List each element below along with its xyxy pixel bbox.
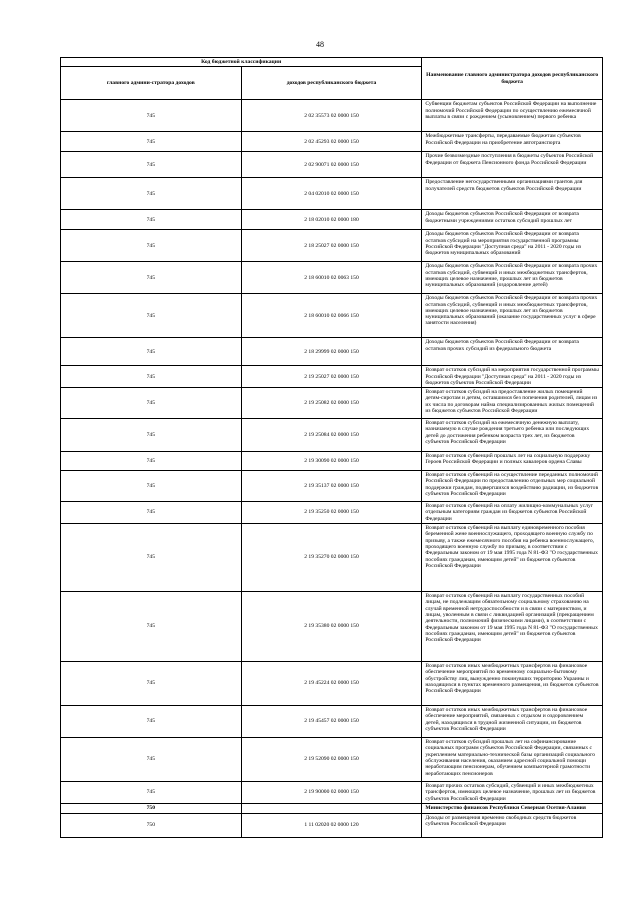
income-name-cell: Министерство финансов Республики Северная Осетия-Алания xyxy=(422,803,603,813)
income-code-cell: 2 04 02010 02 0000 150 xyxy=(241,178,422,210)
admin-code-cell: 745 xyxy=(61,294,242,338)
income-name-cell: Возврат остатков субвенций на оплату жилищно-коммунальных услуг отдельным категориям граждан из бюджетов субъектов Российской Федерации xyxy=(422,502,603,524)
table-row xyxy=(61,452,603,471)
page-number: 48 xyxy=(316,40,324,49)
admin-code-cell: 745 xyxy=(61,452,242,471)
table-row xyxy=(61,152,603,178)
income-code-cell: 2 02 45293 02 0000 150 xyxy=(241,132,422,152)
admin-code-cell: 745 xyxy=(61,782,242,804)
admin-code-cell: 745 xyxy=(61,388,242,419)
table-row xyxy=(61,262,603,294)
table-row xyxy=(61,230,603,262)
income-name-cell: Доходы бюджетов субъектов Российской Федерации от возврата остатков субсидий на мероприятия государственной программы Российской Федерации "Доступная среда" на 2011 - 2020 годы из бюджетов муниципальных образований xyxy=(422,230,603,262)
admin-code-cell: 745 xyxy=(61,338,242,366)
admin-code-cell: 745 xyxy=(61,366,242,388)
income-name-cell: Субвенции бюджетам субъектов Российской Федерации на выполнение полномочий Российской Федерации по осуществлению ежемесячной выплаты в связи с рождением (усыновлением) первого ребенка xyxy=(422,100,603,132)
table-row xyxy=(61,471,603,502)
table-row xyxy=(61,662,603,706)
income-code-cell: 2 18 02010 02 0000 180 xyxy=(241,210,422,230)
income-code-cell xyxy=(241,803,422,813)
income-code-cell: 2 18 60010 02 0063 150 xyxy=(241,262,422,294)
income-code-cell: 2 02 90071 02 0000 150 xyxy=(241,152,422,178)
admin-code-cell: 745 xyxy=(61,419,242,452)
income-code-cell: 2 19 52090 02 0000 150 xyxy=(241,738,422,782)
income-name-cell: Возврат остатков иных межбюджетных трансфертов на финансовое обеспечение мероприятий, связанных с отдыхом и оздоровлением детей, находящихся в трудной жизненной ситуации, из бюджетов субъектов Российской Федерации xyxy=(422,706,603,738)
income-code-cell: 2 18 29999 02 0000 150 xyxy=(241,338,422,366)
name-column-header: Наименование главного администратора доходов республиканского бюджета xyxy=(422,58,603,100)
admin-code-cell: 745 xyxy=(61,706,242,738)
income-column-header: доходов республиканского бюджета xyxy=(241,67,422,100)
income-name-cell: Возврат прочих остатков субсидий, субвенций и иных межбюджетных трансфертов, имеющих целевое назначение, прошлых лет из бюджетов субъектов Российской Федерации xyxy=(422,782,603,804)
budget-classification-table xyxy=(60,57,603,838)
income-name-cell: Возврат остатков иных межбюджетных трансфертов на финансовое обеспечение мероприятий по временному социально-бытовому обустройству лиц, вынужденно покинувших территорию Украины и находящихся в пунктах временного размещения, из бюджетов субъектов Российской Федерации xyxy=(422,662,603,706)
admin-code-cell: 745 xyxy=(61,152,242,178)
table-row xyxy=(61,419,603,452)
income-code-cell: 2 19 45457 02 0000 150 xyxy=(241,706,422,738)
income-code-cell: 1 11 02020 02 0000 120 xyxy=(241,813,422,837)
admin-code-cell: 745 xyxy=(61,738,242,782)
income-code-cell: 2 19 35270 02 0000 150 xyxy=(241,524,422,592)
income-code-cell: 2 18 25027 02 0000 150 xyxy=(241,230,422,262)
table-row xyxy=(61,210,603,230)
income-code-cell: 2 19 25082 02 0000 150 xyxy=(241,388,422,419)
admin-code-cell: 745 xyxy=(61,662,242,706)
income-code-cell: 2 19 35380 02 0000 150 xyxy=(241,592,422,662)
admin-code-cell: 745 xyxy=(61,100,242,132)
admin-code-cell: 750 xyxy=(61,803,242,813)
table-header-row xyxy=(61,58,603,67)
income-name-cell: Предоставление негосударственными организациями грантов для получателей средств бюджетов субъектов Российской Федерации xyxy=(422,178,603,210)
income-code-cell: 2 19 45224 02 0000 150 xyxy=(241,662,422,706)
classification-header: Код бюджетной классификации xyxy=(61,58,422,67)
income-code-cell: 2 18 60010 02 0066 150 xyxy=(241,294,422,338)
income-code-cell: 2 02 35573 02 0000 150 xyxy=(241,100,422,132)
table-row xyxy=(61,524,603,592)
income-name-cell: Возврат остатков субсидий на ежемесячную денежную выплату, назначаемую в случае рождения третьего ребенка или последующих детей до достижения ребенком возраста трех лет, из бюджетов субъектов Российской Федерации xyxy=(422,419,603,452)
income-code-cell: 2 19 25027 02 0000 150 xyxy=(241,366,422,388)
income-code-cell: 2 19 35250 02 0000 150 xyxy=(241,502,422,524)
table-row xyxy=(61,813,603,837)
income-name-cell: Возврат остатков субсидий на предоставление жилых помещений детям-сиротам и детям, оставшимся без попечения родителей, лицам из их числа по договорам найма специализированных жилых помещений из бюджетов субъектов Российской Федерации xyxy=(422,388,603,419)
admin-column-header: главного админи-стратора доходов xyxy=(61,67,242,100)
table-row xyxy=(61,338,603,366)
table-row xyxy=(61,738,603,782)
income-name-cell: Возврат остатков субвенций на выплату единовременного пособия беременной жене военнослужащего, проходящего военную службу по призыву, а также ежемесячного пособия на ребенка военнослужащего, проходящего военную службу по призыву, в соответствии с Федеральным законом от 19 мая 1995 года N 81-ФЗ "О государственных пособиях гражданам, имеющим детей" из бюджетов субъектов Российской Федерации xyxy=(422,524,603,592)
table-row xyxy=(61,502,603,524)
table-row xyxy=(61,782,603,804)
admin-code-cell: 745 xyxy=(61,524,242,592)
income-name-cell: Возврат остатков субвенций прошлых лет на социальную поддержку Героев Российской Федерации и полных кавалеров ордена Славы xyxy=(422,452,603,471)
income-code-cell: 2 19 25084 02 0000 150 xyxy=(241,419,422,452)
income-name-cell: Возврат остатков субсидий на мероприятия государственной программы Российской Федерации "Доступная среда" на 2011 - 2020 годы из бюджетов субъектов Российской Федерации xyxy=(422,366,603,388)
table-row xyxy=(61,100,603,132)
admin-code-cell: 745 xyxy=(61,502,242,524)
income-name-cell: Доходы бюджетов субъектов Российской Федерации от возврата прочих остатков субсидий, субвенций и иных межбюджетных трансфертов, имеющих целевое назначение, прошлых лет из бюджетов муниципальных образований (оздоровление детей) xyxy=(422,262,603,294)
income-name-cell: Межбюджетные трансферты, передаваемые бюджетам субъектов Российской Федерации на приобретение автотранспорта xyxy=(422,132,603,152)
income-name-cell: Возврат остатков субсидий прошлых лет на софинансирование социальных программ субъектов Российской Федерации, связанных с укреплением материально-технической базы организаций социального обслуживания населения, оказанием адресной социальной помощи неработающим пенсионерам, обучением компьютерной грамотности неработающих пенсионеров xyxy=(422,738,603,782)
admin-code-cell: 745 xyxy=(61,178,242,210)
table-row xyxy=(61,132,603,152)
admin-code-cell: 745 xyxy=(61,230,242,262)
income-name-cell: Доходы бюджетов субъектов Российской Федерации от возврата бюджетными учреждениями остатков субсидий прошлых лет xyxy=(422,210,603,230)
table-row xyxy=(61,388,603,419)
admin-code-cell: 750 xyxy=(61,813,242,837)
table-row xyxy=(61,294,603,338)
admin-code-cell: 745 xyxy=(61,132,242,152)
income-code-cell: 2 19 90000 02 0000 150 xyxy=(241,782,422,804)
admin-code-cell: 745 xyxy=(61,592,242,662)
administrator-row xyxy=(61,803,603,813)
income-name-cell: Доходы бюджетов субъектов Российской Федерации от возврата остатков прочих субсидий из федерального бюджета xyxy=(422,338,603,366)
table-row xyxy=(61,366,603,388)
income-name-cell: Доходы от размещения временно свободных средств бюджетов субъектов Российской Федерации xyxy=(422,813,603,837)
income-name-cell: Доходы бюджетов субъектов Российской Федерации от возврата прочих остатков субсидий, субвенций и иных межбюджетных трансфертов, имеющих целевое назначение, прошлых лет из бюджетов муниципальных образований (оказание государственных услуг в сфере занятости населения) xyxy=(422,294,603,338)
income-code-cell: 2 19 30090 02 0000 150 xyxy=(241,452,422,471)
income-name-cell: Возврат остатков субвенций на выплату государственных пособий лицам, не подлежащим обязательному социальному страхованию на случай временной нетрудоспособности и в связи с материнством, и лицам, уволенным в связи с ликвидацией организаций (прекращением деятельности, полномочий физическими лицами), в соответствии с Федеральным законом от 19 мая 1995 года N 81-ФЗ "О государственных пособиях гражданам, имеющим детей" из бюджетов субъектов Российской Федерации xyxy=(422,592,603,662)
income-name-cell: Возврат остатков субвенций на осуществление переданных полномочий Российской Федерации по предоставлению отдельных мер социальной поддержки граждан, подвергшихся воздействию радиации, из бюджетов субъектов Российской Федерации xyxy=(422,471,603,502)
table-row xyxy=(61,178,603,210)
admin-code-cell: 745 xyxy=(61,471,242,502)
admin-code-cell: 745 xyxy=(61,262,242,294)
admin-code-cell: 745 xyxy=(61,210,242,230)
table-row xyxy=(61,706,603,738)
income-code-cell: 2 19 35137 02 0000 150 xyxy=(241,471,422,502)
table-row xyxy=(61,592,603,662)
income-name-cell: Прочие безвозмездные поступления в бюджеты субъектов Российской Федерации от бюджета Пенсионного фонда Российской Федерации xyxy=(422,152,603,178)
